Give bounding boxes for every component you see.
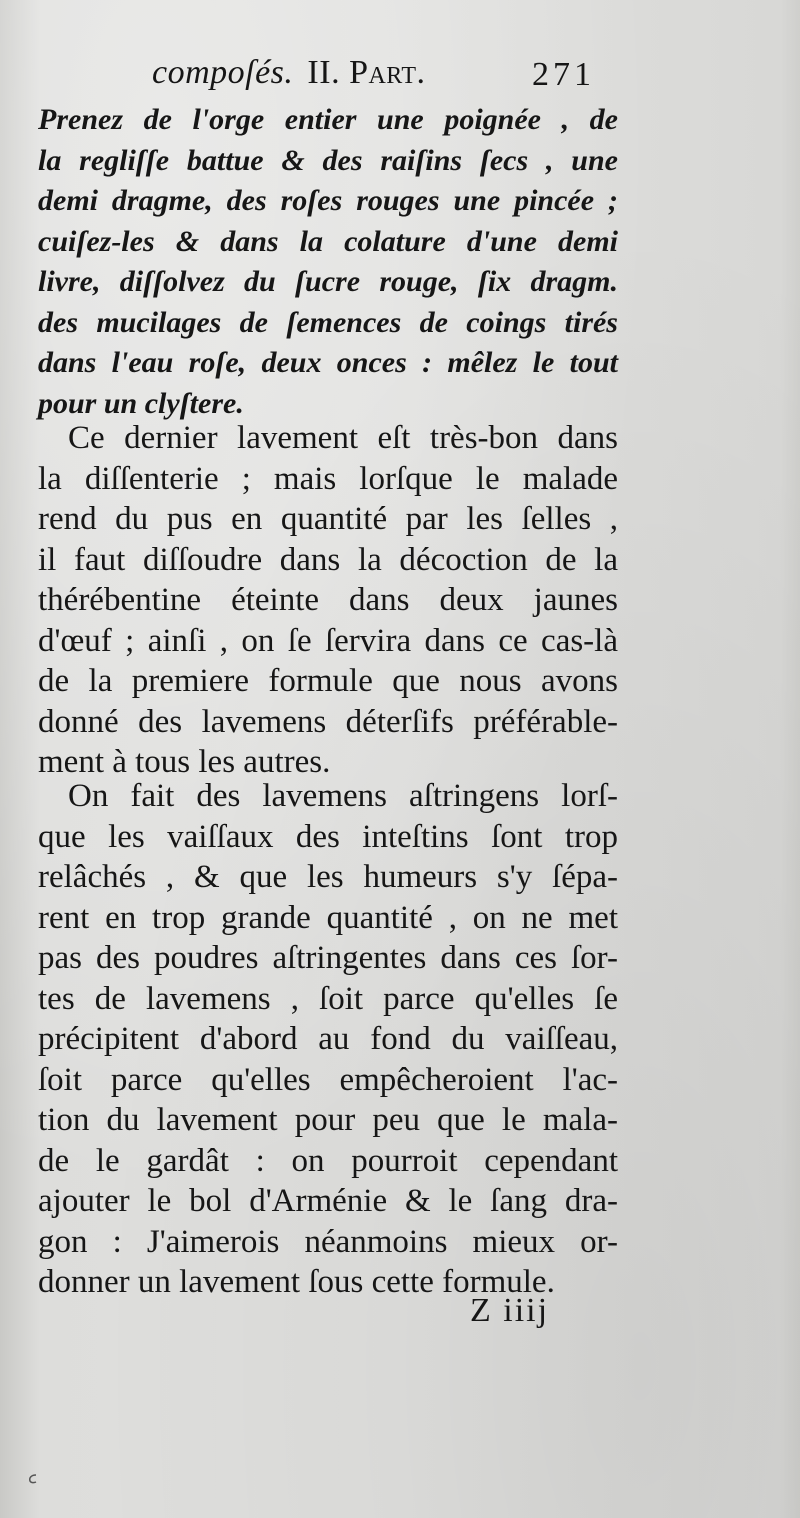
paragraph-line: de le gardât : on pourroit cependant [38, 1142, 618, 1179]
recipe-line: dans l'eau roſe, deux onces : mêlez le tout [38, 346, 618, 379]
paragraph-line: donné des lavemens déterſifs préférable- [38, 703, 618, 740]
paragraph-line: donner un lavement ſous cette formule. [38, 1264, 555, 1300]
page-number: 271 [532, 56, 595, 93]
recipe-line: la regliſſe battue & des raiſins ſecs , une [38, 143, 618, 177]
paragraph-line: pas des poudres aſtringentes dans ces ſor- [38, 940, 618, 976]
recipe-line: Prenez de l'orge entier une poignée , de [38, 103, 618, 136]
paragraph-line: ſoit parce qu'elles empêcheroient l'ac- [38, 1061, 618, 1098]
paragraph-line: il faut diſſoudre dans la décoction de la [38, 541, 618, 578]
recipe-line: demi dragme, des roſes rouges une pincée ; [38, 184, 618, 217]
paragraph-line: la diſſenterie ; mais lorſque le malade [38, 460, 618, 497]
recipe-line: livre, diſſolvez du ſucre rouge, ſix dragm. [38, 265, 618, 298]
recipe-paragraph [38, 100, 618, 424]
paragraph-dissenterie [38, 418, 618, 783]
paragraph-line: de la premiere formule que nous avons [38, 663, 618, 699]
recipe-line: pour un clyſtere. [38, 386, 244, 420]
paragraph-line: rent en trop grande quantité , on ne met [38, 899, 618, 936]
paragraph-line: ment à tous les autres. [38, 744, 331, 780]
paragraph-line: gon : J'aimerois néanmoins mieux or- [38, 1223, 618, 1260]
paragraph-line: thérébentine éteinte dans deux jaunes [38, 582, 618, 618]
ink-speck-mark [26, 1472, 40, 1486]
signature-mark: Z iiij [470, 1292, 550, 1329]
recipe-line: cuiſez-les & dans la colature d'une demi [38, 224, 618, 258]
paragraph-line: rend du pus en quantité par les ſelles , [38, 501, 618, 537]
paragraph-line: On fait des lavemens aſtringens lorſ- [68, 778, 618, 814]
paragraph-line: tion du lavement pour peu que le mala- [38, 1102, 618, 1138]
paragraph-line: relâchés , & que les humeurs s'y ſépa- [38, 859, 618, 895]
running-head-title: compoſés. [152, 54, 294, 91]
running-head-part: II. Part. [307, 54, 426, 91]
paragraph-line: Ce dernier lavement eſt très-bon dans [68, 420, 618, 456]
recipe-line: des mucilages de ſemences de coings tirés [38, 305, 618, 339]
paragraph-line: ajouter le bol d'Arménie & le ſang dra- [38, 1183, 618, 1219]
running-head [152, 54, 426, 92]
paragraph-line: que les vaiſſaux des inteſtins ſont trop [38, 818, 618, 855]
paragraph-line: d'œuf ; ainſi , on ſe ſervira dans ce cas-là [38, 622, 618, 659]
paragraph-line: tes de lavemens , ſoit parce qu'elles ſe [38, 980, 618, 1017]
paragraph-line: précipitent d'abord au fond du vaiſſeau, [38, 1021, 618, 1057]
paragraph-astringens [38, 776, 618, 1303]
page-header [0, 48, 800, 100]
